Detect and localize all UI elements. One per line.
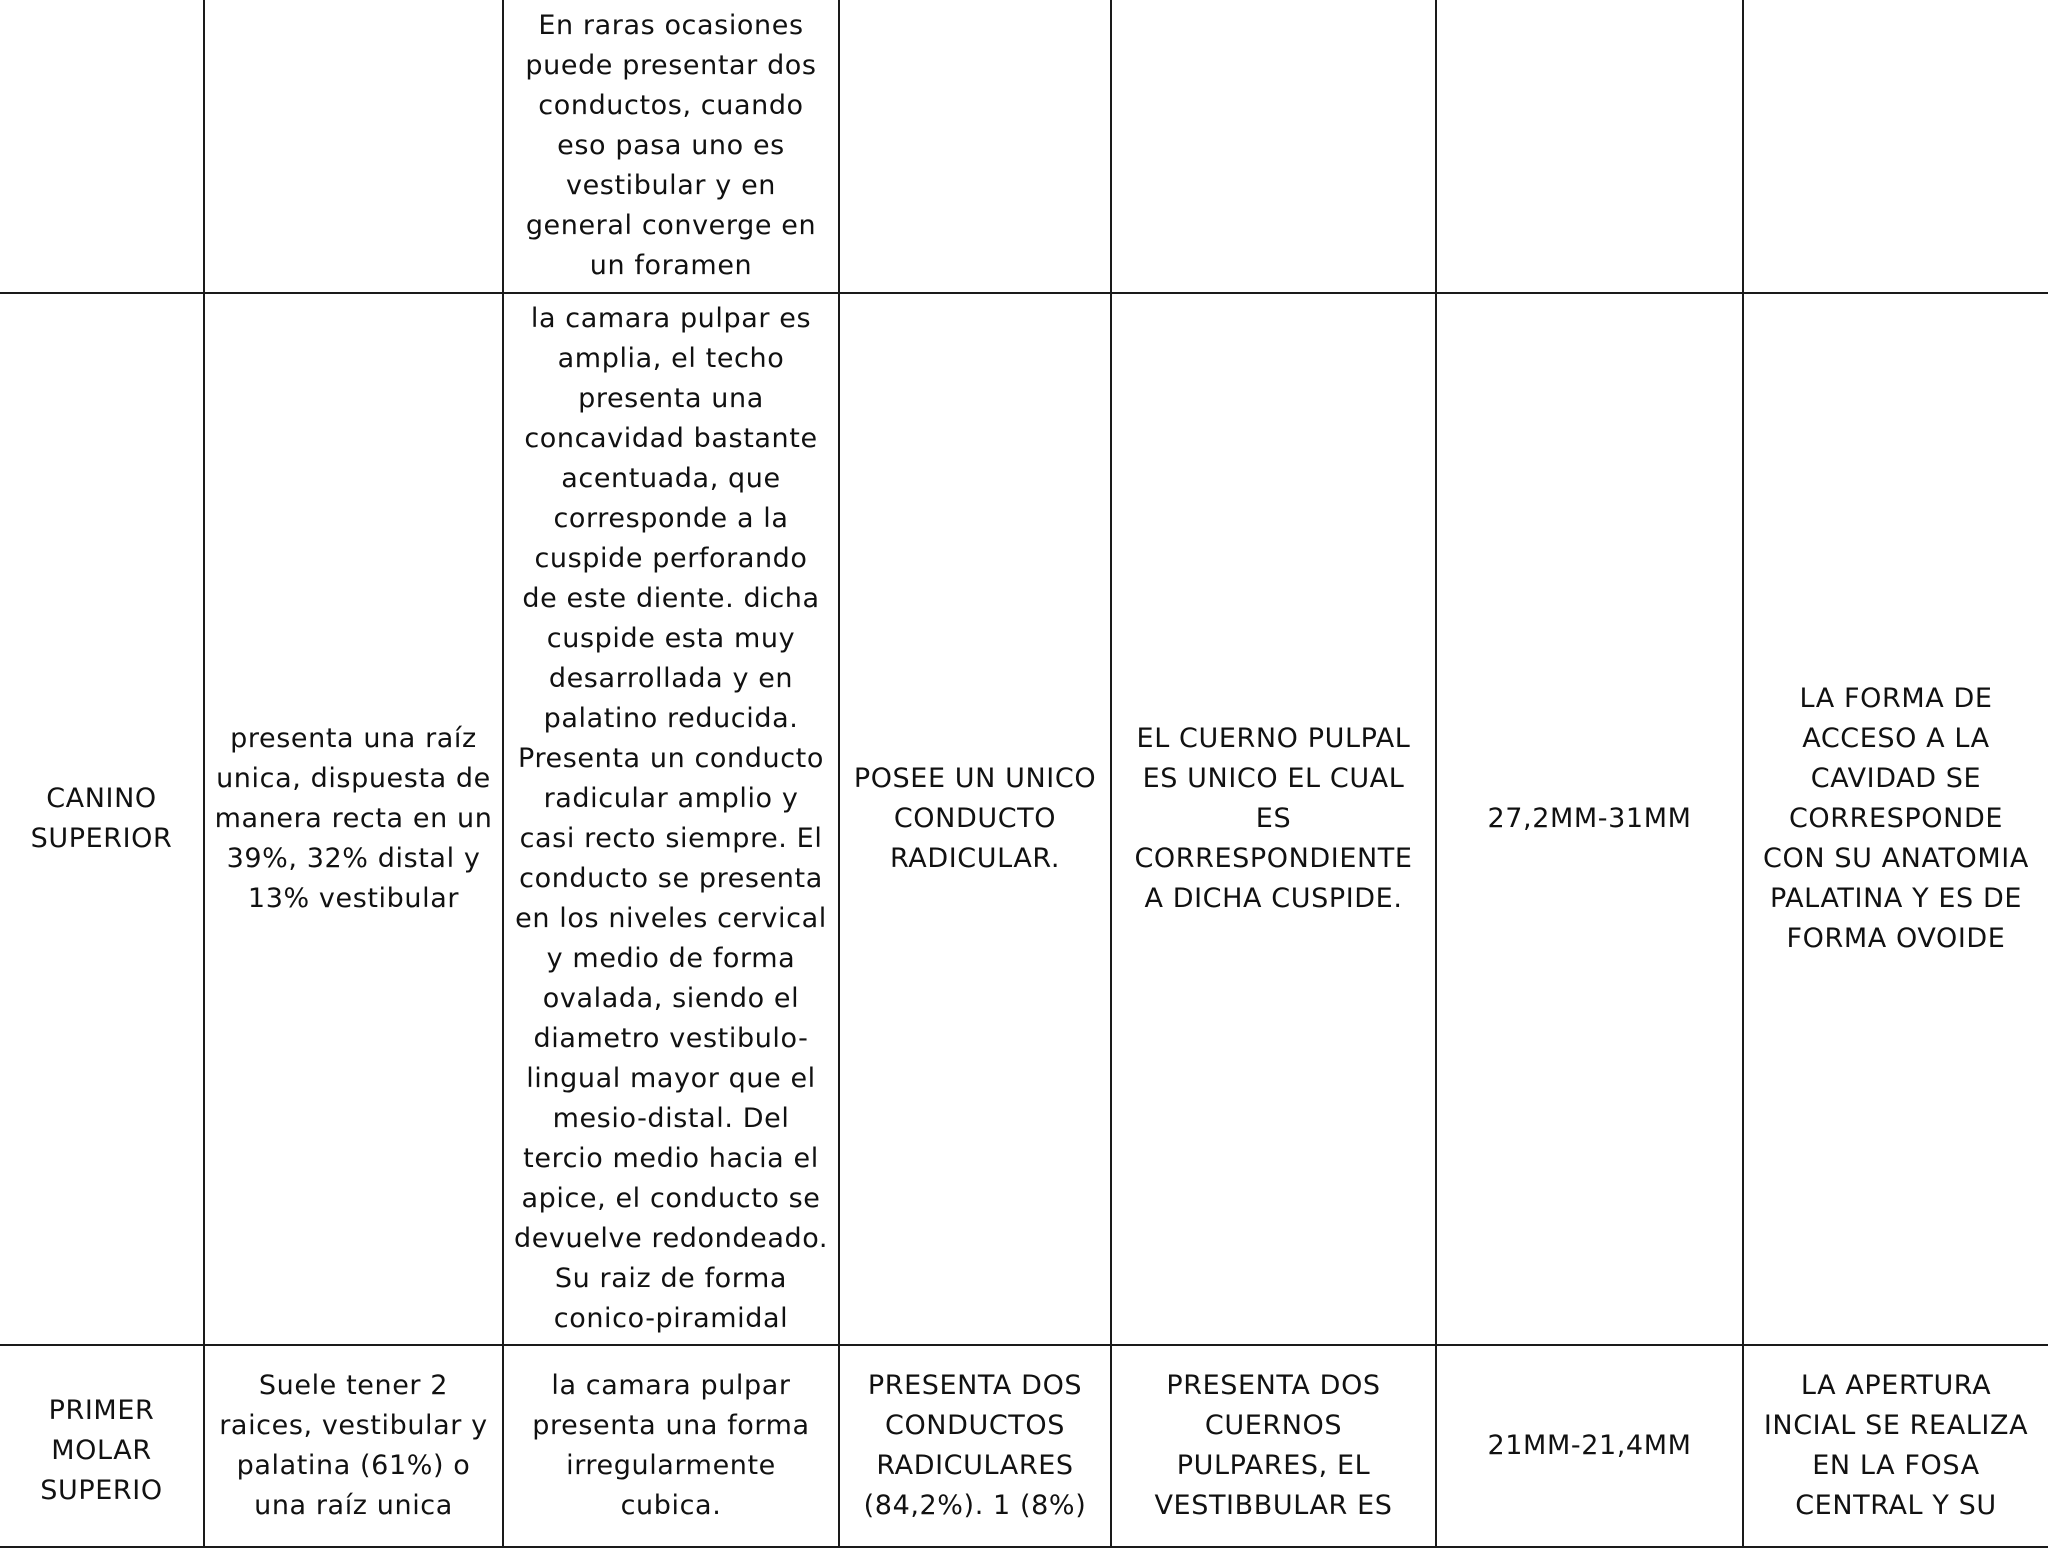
table-row — [0, 1345, 2048, 1547]
access-cell — [1743, 0, 2048, 293]
pulp-chamber-cell: la camara pulpar es amplia, el techo presenta una concavidad bastante acentuada, que corresponde a la cuspide perforando de este diente. dicha cuspide esta muy desarrollada y en palatino reducida. Presenta un conducto radicular amplio y casi recto siempre. El conducto se presenta en los niveles cervical y medio de forma ovalada, siendo el diametro vestibulo- lingual mayor que el mesio-distal. Del tercio medio hacia el apice, el conducto se devuelve redondeado. Su raiz de forma conico-piramidal — [503, 293, 839, 1345]
pulp-horns-cell: PRESENTA DOS CUERNOS PULPARES, EL VESTIBBULAR ES — [1111, 1345, 1436, 1547]
tooth-name-cell: CANINO SUPERIOR — [0, 293, 204, 1345]
root-description-cell: presenta una raíz unica, dispuesta de manera recta en un 39%, 32% distal y 13% vestibular — [204, 293, 503, 1345]
canals-cell: POSEE UN UNICO CONDUCTO RADICULAR. — [839, 293, 1111, 1345]
root-description-cell — [204, 0, 503, 293]
pulp-chamber-cell: la camara pulpar presenta una forma irregularmente cubica. — [503, 1345, 839, 1547]
pulp-horns-cell: EL CUERNO PULPAL ES UNICO EL CUAL ES CORRESPONDIENTE A DICHA CUSPIDE. — [1111, 293, 1436, 1345]
length-cell: 21MM-21,4MM — [1436, 1345, 1743, 1547]
root-description-cell: Suele tener 2 raices, vestibular y palatina (61%) o una raíz unica — [204, 1345, 503, 1547]
table-row — [0, 293, 2048, 1345]
pulp-chamber-cell: En raras ocasiones puede presentar dos conductos, cuando eso pasa uno es vestibular y en general converge en un foramen — [503, 0, 839, 293]
access-cell: LA FORMA DE ACCESO A LA CAVIDAD SE CORRESPONDE CON SU ANATOMIA PALATINA Y ES DE FORMA OVOIDE — [1743, 293, 2048, 1345]
canals-cell: PRESENTA DOS CONDUCTOS RADICULARES (84,2%). 1 (8%) — [839, 1345, 1111, 1547]
pulp-horns-cell — [1111, 0, 1436, 293]
canals-cell — [839, 0, 1111, 293]
access-cell: LA APERTURA INCIAL SE REALIZA EN LA FOSA CENTRAL Y SU — [1743, 1345, 2048, 1547]
tooth-name-cell — [0, 0, 204, 293]
length-cell: 27,2MM-31MM — [1436, 293, 1743, 1345]
tooth-name-cell: PRIMER MOLAR SUPERIO — [0, 1345, 204, 1547]
length-cell — [1436, 0, 1743, 293]
table-row — [0, 0, 2048, 293]
